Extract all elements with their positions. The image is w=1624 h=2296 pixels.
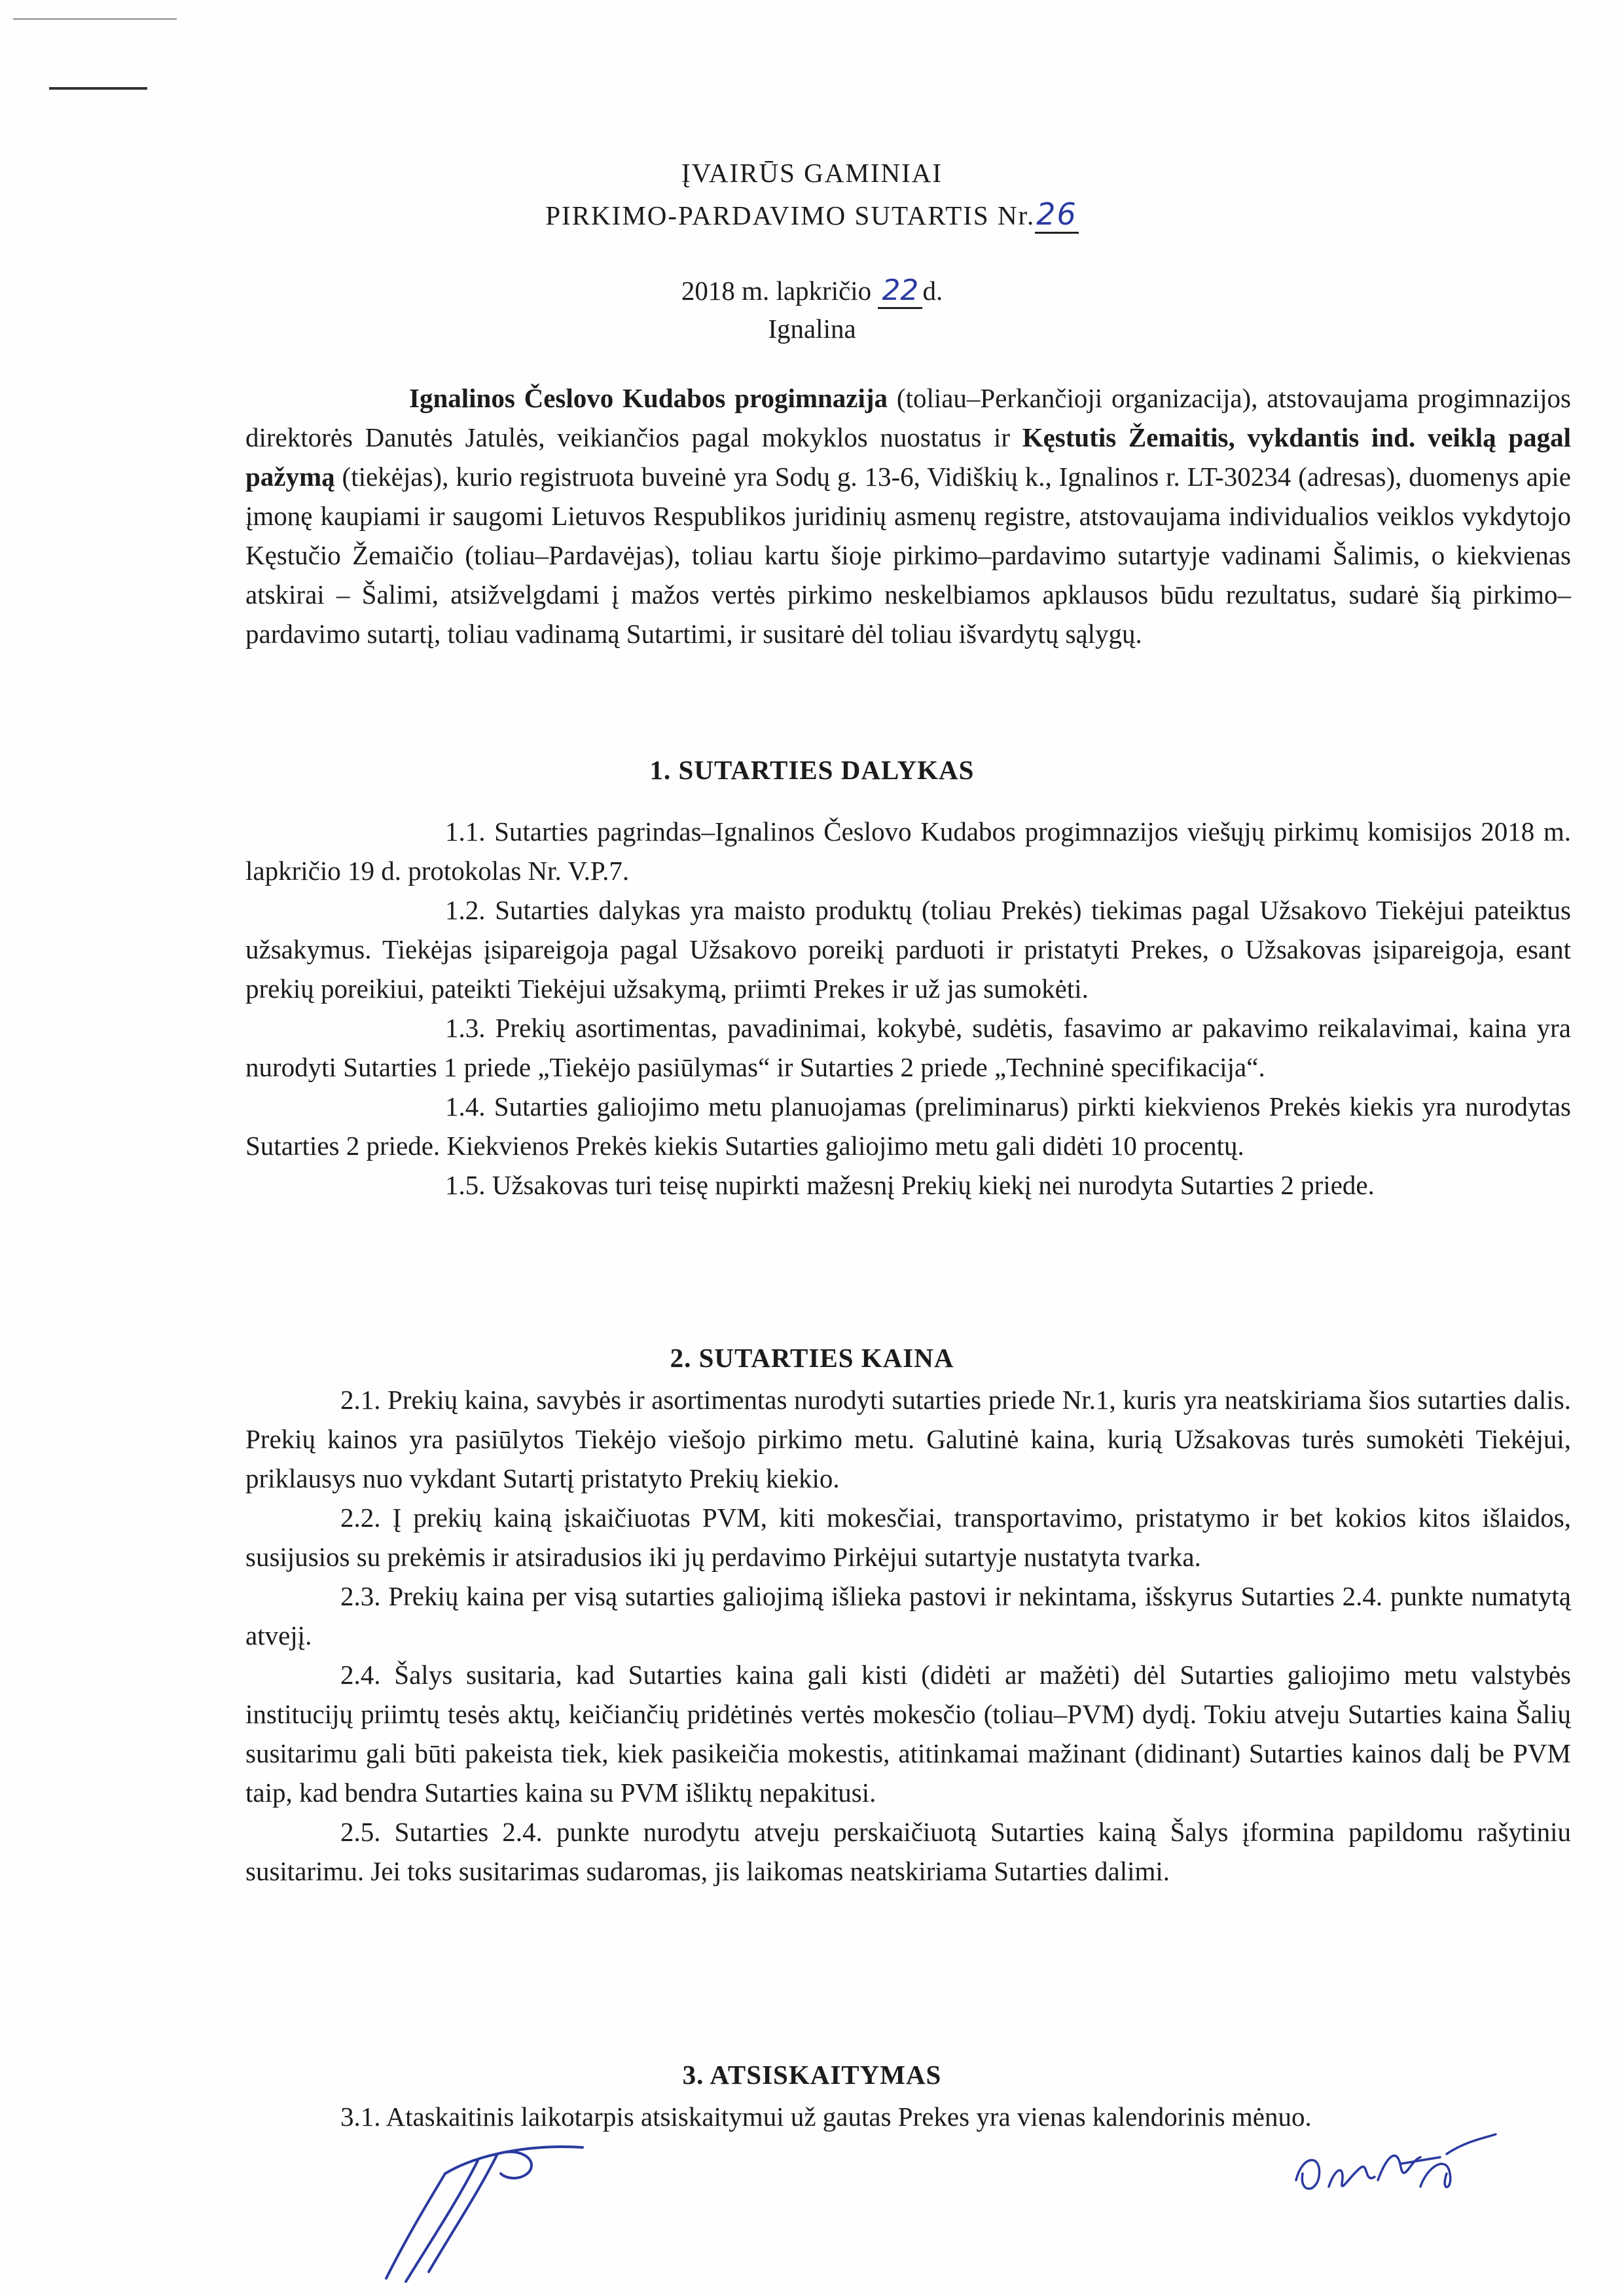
date-day: 22: [878, 274, 922, 309]
section2-heading: 2. SUTARTIES KAINA: [670, 1343, 954, 1373]
contract-number: 26: [1035, 196, 1079, 234]
section1-body: [245, 812, 1571, 1205]
clause-3-1: 3.1. Ataskaitinis laikotarpis atsiskaitymui už gautas Prekes yra vienas kalendorinis mėnuo.: [340, 2102, 1312, 2132]
party-seller: Kęstutis Žemaitis, vykdantis ind. veiklą pagal pažymą: [245, 422, 1572, 492]
clause-1-1: 1.1. Sutarties pagrindas–Ignalinos Česlovo Kudabos progimnazijos viešųjų pirkimų komisijos 2018 m. lapkričio 19 d. protokolas Nr. V.P.7.: [245, 816, 1571, 886]
contract-date: [0, 274, 1624, 307]
clause-1-4: 1.4. Sutarties galiojimo metu planuojamas (preliminarus) pirkti kiekvienos Prekės kiekis yra nurodytas Sutarties 2 priede. Kiekvienos Prekės kiekis Sutarties galiojimo metu gali didėti 10 procentų.: [245, 1091, 1571, 1161]
clause-2-1: 2.1. Prekių kaina, savybės ir asortimentas nurodyti sutarties priede Nr.1, kuris yra neatskiriama šios sutarties dalis. Prekių kainos yra pasiūlytos Tiekėjo viešojo pirkimo metu. Galutinė kaina, kurią Užsakovas turės sumokėti Tiekėjui, priklausys nuo vykdant Sutartį pristatyto Prekių kiekio.: [245, 1385, 1571, 1493]
clause-2-4: 2.4. Šalys susitaria, kad Sutarties kaina gali kisti (didėti ar mažėti) dėl Sutarties galiojimo metu valstybės institucijų priimtų tesės aktų, keičiančių pridėtinės vertės mokesčio (toliau–PVM) dydį. Tokiu atveju Sutarties kaina Šalių susitarimu gali būti pakeista tiek, kiek pasikeičia mokestis, atitinkamai mažinant (didinant) Sutarties kainos dalį be PVM taip, kad bendra Sutarties kaina su PVM išliktų nepakitusi.: [245, 1660, 1571, 1808]
clause-2-2: 2.2. Į prekių kainą įskaičiuotas PVM, kiti mokesčiai, transportavimo, pristatymo ir bet kokios kitos išlaidos, susijusios su prekėmis ir atsiradusios iki jų perdavimo Pirkėjui sutartyje nustatyta tvarka.: [245, 1503, 1571, 1572]
clause-2-3: 2.3. Prekių kaina per visą sutarties galiojimą išlieka pastovi ir nekintama, išskyrus Sutarties 2.4. punkte numatytą atvejį.: [245, 1581, 1571, 1650]
signature-right-icon: [1290, 2128, 1499, 2213]
date-prefix: 2018 m. lapkričio: [681, 276, 872, 306]
signature-left-icon: [367, 2134, 602, 2285]
title-line2: [0, 196, 1624, 232]
intro-text-2: (tiekėjas), kurio registruota buveinė yra Sodų g. 13-6, Vidiškių k., Ignalinos r. LT-30234 (adresas), duomenys apie įmonę kaupiami ir saugomi Lietuvos Respublikos juridinių asmenų registre, atstovaujama individualios veiklos vykdytojo Kęstučio Žemaičio (toliau–Pardavėjas), toliau kartu šioje pirkimo–pardavimo sutartyje vadinami Šalimis, o kiekvienas atskirai – Šalimi, atsižvelgdami į mažos vertės pirkimo neskelbiamos apklausos būdu rezultatus, sudarė šią pirkimo–pardavimo sutartį, toliau vadinamą Sutartimi, ir susitarė dėl toliau išvardytų sąlygų.: [245, 462, 1571, 649]
section3-heading: 3. ATSISKAITYMAS: [682, 2060, 942, 2090]
party-buyer: Ignalinos Česlovo Kudabos progimnazija: [409, 383, 888, 413]
clause-1-5: 1.5. Užsakovas turi teisę nupirkti mažesnį Prekių kiekį nei nurodyta Sutarties 2 priede.: [445, 1170, 1375, 1200]
section2-body: [245, 1380, 1571, 1891]
intro-text-1: (toliau–Perkančioji organizacija), atstovaujama progimnazijos direktorės Danutės Jatulės, veikiančios pagal mokyklos nuostatus ir: [245, 383, 1571, 452]
title-line1: ĮVAIRŪS GAMINIAI: [681, 158, 943, 188]
title-text: PIRKIMO-PARDAVIMO SUTARTIS Nr.: [545, 200, 1036, 230]
place: Ignalina: [768, 314, 856, 344]
clause-1-3: 1.3. Prekių asortimentas, pavadinimai, kokybė, sudėtis, fasavimo ar pakavimo reikalavimai, kaina yra nurodyti Sutarties 1 priede „Tiekėjo pasiūlymas“ ir Sutarties 2 priede „Techninė specifikacija“.: [245, 1013, 1571, 1082]
scan-artifact-line: [13, 18, 177, 20]
clause-1-2: 1.2. Sutarties dalykas yra maisto produktų (toliau Prekės) tiekimas pagal Užsakovo Tiekėjui pateiktus užsakymus. Tiekėjas įsipareigoja pagal Užsakovo poreikį parduoti ir pristatyti Prekes, o Užsakovas įsipareigoja, esant prekių poreikiui, pateikti Tiekėjui užsakymą, priimti Prekes ir už jas sumokėti.: [245, 895, 1571, 1004]
clause-2-5: 2.5. Sutarties 2.4. punkte nurodytu atveju perskaičiuotą Sutarties kainą Šalys įformina papildomu rašytiniu susitarimu. Jei toks susitarimas sudaromas, jis laikomas neatskiriama Sutarties dalimi.: [245, 1817, 1571, 1886]
intro-paragraph: [245, 378, 1571, 653]
date-suffix: d.: [922, 276, 943, 306]
section1-heading: 1. SUTARTIES DALYKAS: [649, 755, 975, 785]
scan-artifact-line: [49, 87, 147, 90]
